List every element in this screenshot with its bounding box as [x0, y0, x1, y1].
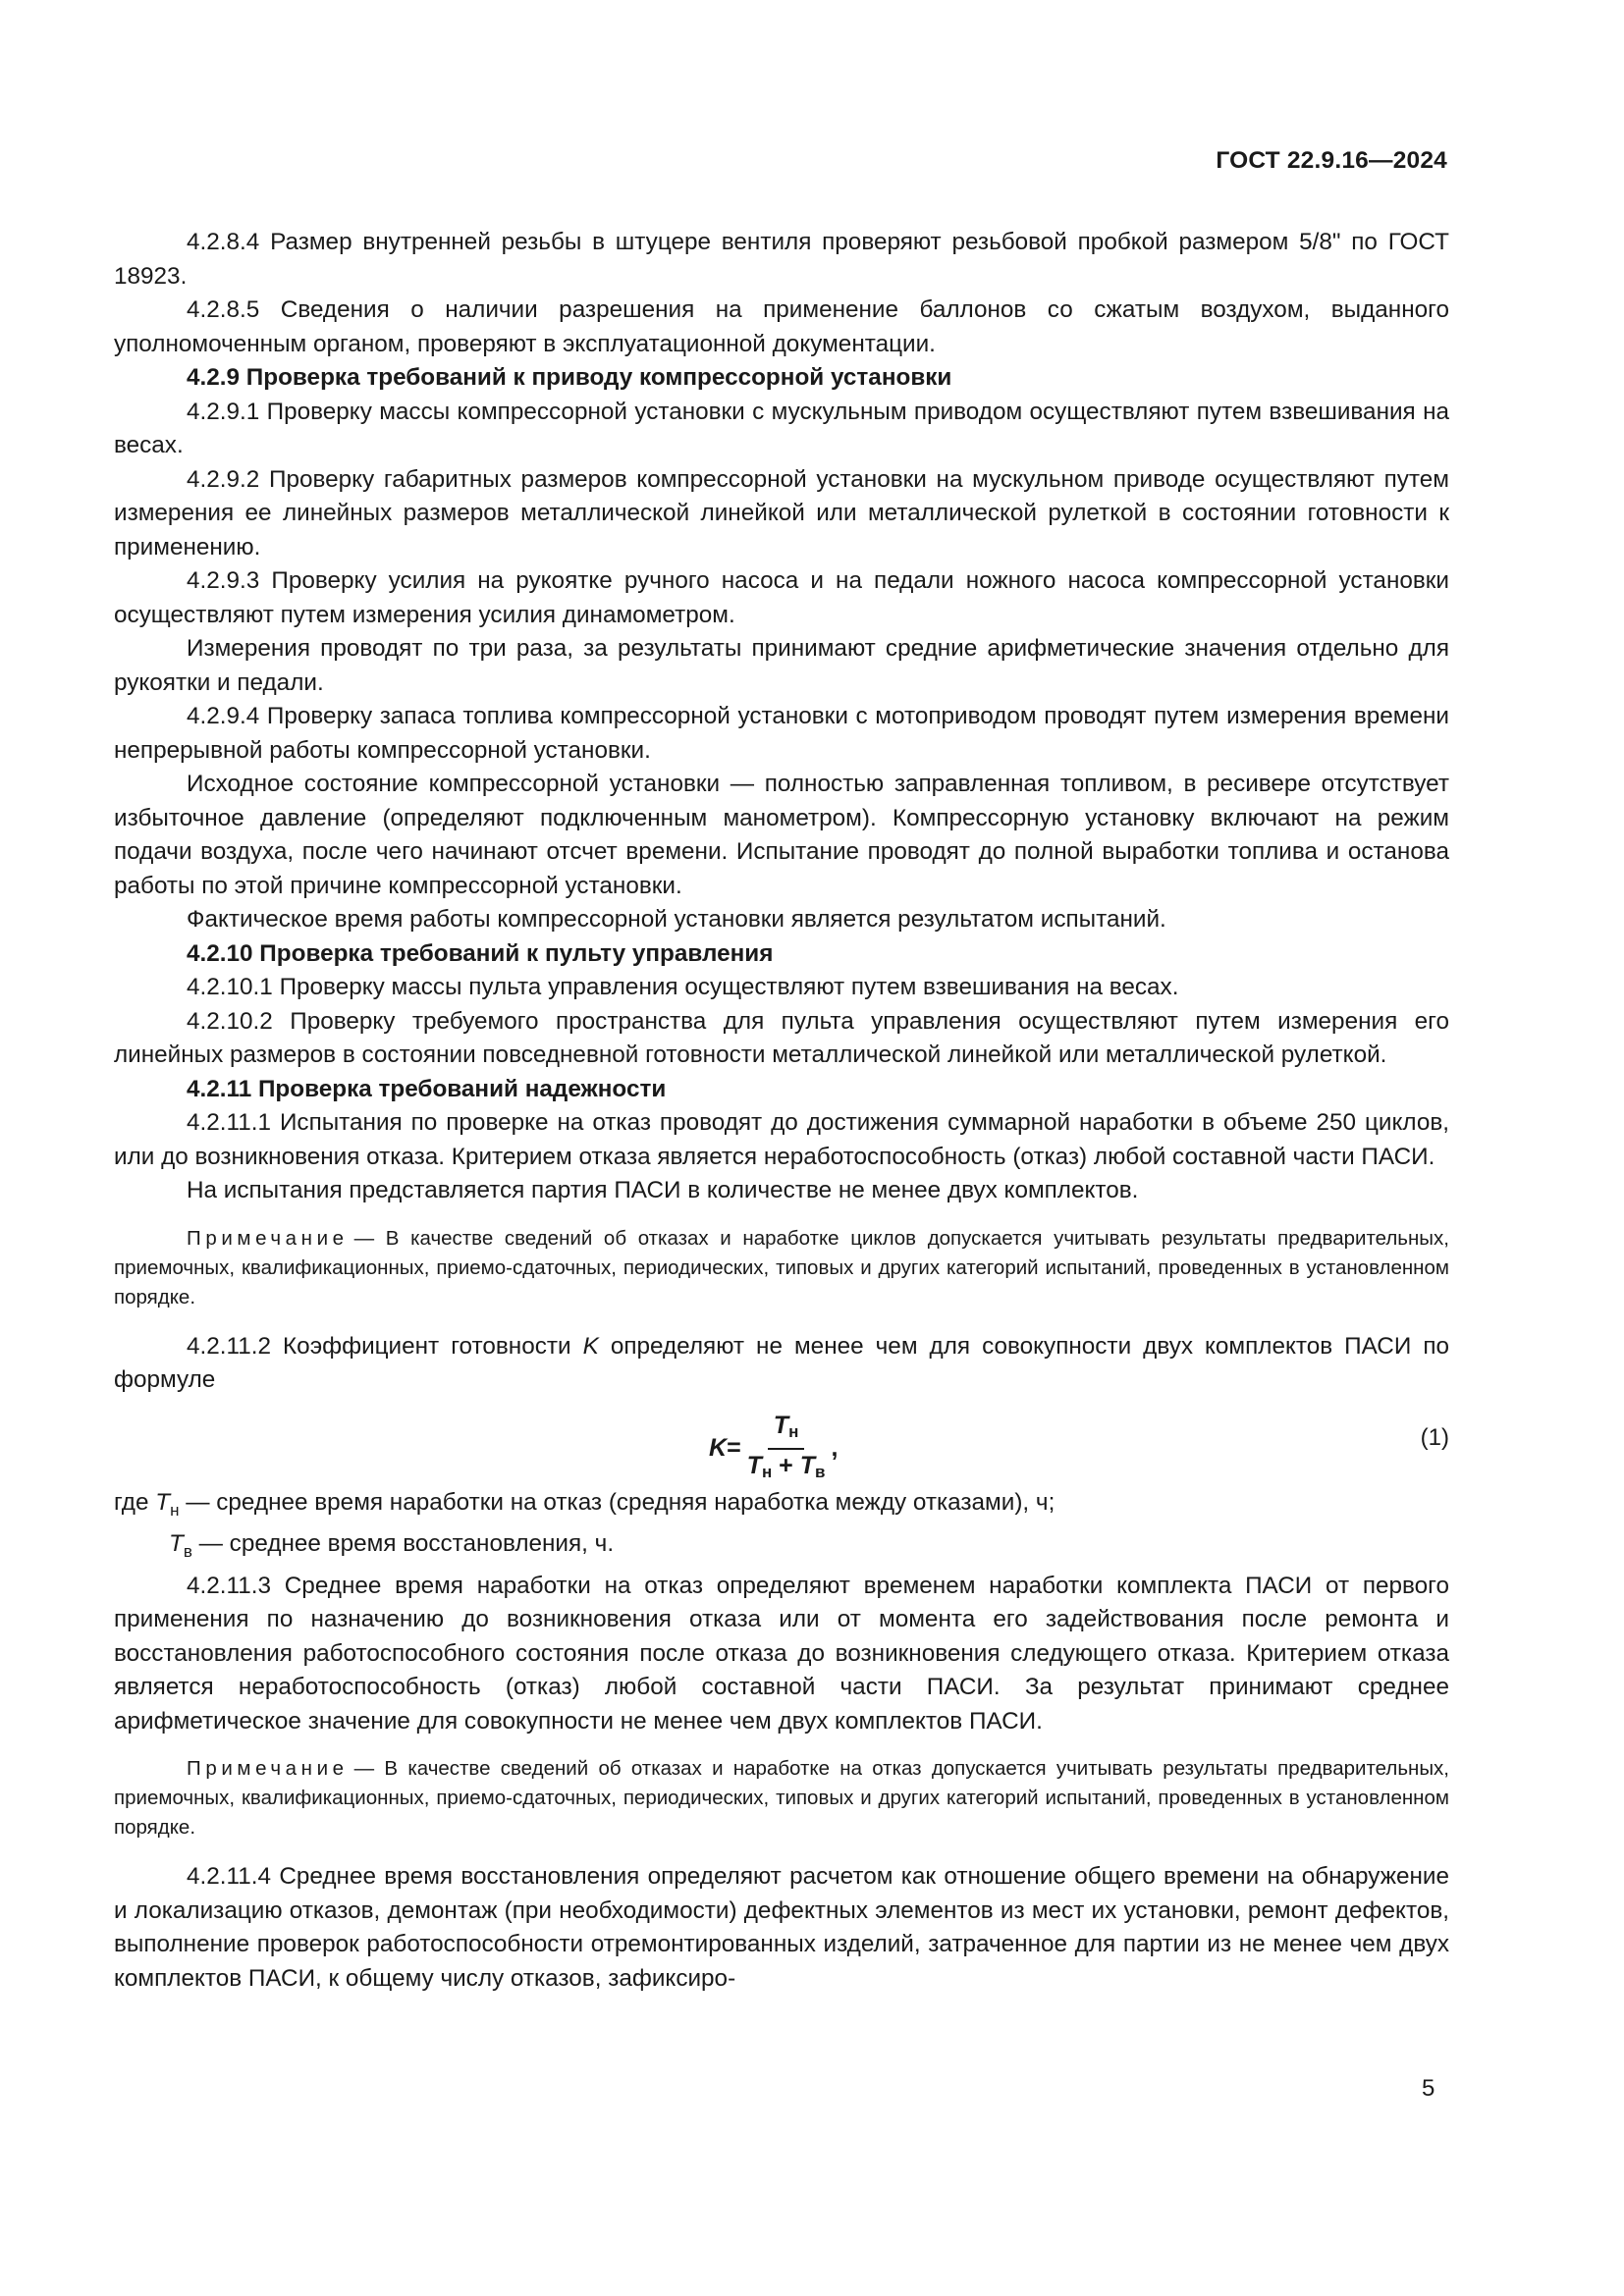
paragraph-4-2-11-2 [114, 1330, 1449, 1398]
paragraph-4-2-11-4: 4.2.11.4 Среднее время восстановления определяют расчетом как отношение общего времени на обнаружение и локализацию отказов, демонтаж (при необходимости) дефектных элементов из мест их установки, ремонт дефектов, выполнение проверок работоспособности отремонтированных изделий, затраченное для партии из не менее чем двух комплектов ПАСИ, к общему числу отказов, зафиксиро- [114, 1863, 1449, 1992]
paragraph-batch: На испытания представляется партия ПАСИ в количестве не менее двух комплектов. [187, 1177, 1139, 1203]
formula-comma: , [831, 1434, 839, 1463]
formula-lhs: K [709, 1434, 728, 1463]
note-2 [114, 1754, 1449, 1842]
symbol-t: T [169, 1530, 184, 1557]
text-span: где [114, 1488, 156, 1516]
paragraph-4-2-11-3: 4.2.11.3 Среднее время наработки на отказ определяют временем наработки комплекта ПАСИ от первого применения по назначению до возникновения отказа или от момента его задействования после ремонта и восстановления работоспособного состояния после отказа до возникновения следующего отказа. Критерием отказа является неработоспособность (отказ) любой составной части ПАСИ. За результат принимают среднее арифметическое значение для совокупности не менее чем двух комплектов ПАСИ. [114, 1572, 1449, 1735]
formula-equals: = [727, 1434, 741, 1463]
paragraph-4-2-9-3: 4.2.9.3 Проверку усилия на рукоятке ручного насоса и на педали ножного насоса компрессорной установки осуществляют путем измерения усилия динамометром. [114, 567, 1449, 628]
paragraph-initial-state: Исходное состояние компрессорной установки — полностью заправленная топливом, в ресивере отсутствует избыточное давление (определяют подключенным манометром). Компрессорную установку включают на режим подачи воздуха, после чего начинают отсчет времени. Испытание проводят до полной выработки топлива и останова работы по этой причине компрессорной установки. [114, 771, 1449, 899]
formula-fraction [743, 1412, 830, 1486]
text-span: 4.2.11.2 Коэффициент готовности [187, 1332, 583, 1360]
note-label: Примечание [187, 1757, 349, 1780]
section-heading-4-2-11: 4.2.11 Проверка требований надежности [187, 1075, 667, 1102]
paragraph-4-2-9-4: 4.2.9.4 Проверку запаса топлива компрессорной установки с мотоприводом проводят путем измерения времени непрерывной работы компрессорной установки. [114, 703, 1449, 764]
where-line-2 [114, 1527, 1449, 1570]
text-span: — среднее время наработки на отказ (средняя наработка между отказами), ч; [179, 1488, 1056, 1516]
subscript: н [761, 1462, 773, 1481]
paragraph-4-2-9-2: 4.2.9.2 Проверку габаритных размеров компрессорной установки на мускульном приводе осуществляют путем измерения ее линейных размеров металлической линейкой или металлической рулеткой в состоянии готовности к применению. [114, 465, 1449, 561]
symbol-t: T [155, 1488, 171, 1516]
paragraph-actual-time: Фактическое время работы компрессорной установки является результатом испытаний. [187, 906, 1166, 933]
note-text: — В качестве сведений об отказах и наработке циклов допускается учитывать результаты предварительных, приемочных, квалификационных, приемо-сдаточных, периодических, типовых и других категорий испытаний, проведенных в установленном порядке. [114, 1226, 1449, 1308]
note-text: — В качестве сведений об отказах и наработке на отказ допускается учитывать результаты предварительных, приемочных, квалификационных, приемо-сдаточных, периодических, типовых и других категорий испытаний, проведенных в установленном порядке. [114, 1757, 1449, 1839]
note-label: Примечание [187, 1226, 349, 1250]
section-heading-4-2-10: 4.2.10 Проверка требований к пульту управления [187, 939, 774, 967]
paragraph-4-2-10-2: 4.2.10.2 Проверку требуемого пространства для пульта управления осуществляют путем измерения его линейных размеров в состоянии повседневной готовности металлической линейкой или металлической рулеткой. [114, 1007, 1449, 1068]
formula-number: (1) [1420, 1423, 1449, 1451]
variable-k: K [582, 1332, 599, 1360]
text-span: — среднее время восстановления, ч. [191, 1530, 615, 1557]
text-span: определяют не менее чем для совокупности двух комплектов ПАСИ по формуле [114, 1332, 1449, 1393]
symbol-t: T [799, 1451, 816, 1479]
subscript: в [183, 1542, 192, 1561]
fraction-denominator [743, 1450, 830, 1486]
paragraph-4-2-8-5: 4.2.8.5 Сведения о наличии разрешения на применение баллонов со сжатым воздухом, выданного уполномоченным органом, проверяют в эксплуатационной документации. [114, 296, 1449, 357]
formula-block [114, 1408, 1449, 1481]
symbol-t: T [746, 1451, 762, 1479]
subscript: н [788, 1421, 799, 1441]
page-number: 5 [1422, 2075, 1435, 2102]
where-line-1 [114, 1486, 1449, 1528]
paragraph-4-2-8-4: 4.2.8.4 Размер внутренней резьбы в штуцере вентиля проверяют резьбовой пробкой размером 5/8" по ГОСТ 18923. [114, 229, 1449, 290]
paragraph-measurements: Измерения проводят по три раза, за результаты принимают средние арифметические значения отдельно для рукоятки и педали. [114, 635, 1449, 696]
subscript: в [815, 1462, 826, 1481]
paragraph-4-2-9-1: 4.2.9.1 Проверку массы компрессорной установки с мускульным приводом осуществляют путем взвешивания на весах. [114, 398, 1449, 458]
standard-header: ГОСТ 22.9.16—2024 [1216, 147, 1447, 174]
plus-sign: + [772, 1451, 800, 1479]
section-heading-4-2-9: 4.2.9 Проверка требований к приводу компрессорной установки [187, 364, 952, 391]
formula-1 [709, 1412, 838, 1486]
fraction-numerator [768, 1412, 805, 1450]
paragraph-4-2-11-1: 4.2.11.1 Испытания по проверке на отказ проводят до достижения суммарной наработки в объеме 250 циклов, или до возникновения отказа. Критерием отказа является неработоспособность (отказ) любой составной части ПАСИ. [114, 1109, 1449, 1170]
symbol-t: T [773, 1411, 789, 1439]
note-1 [114, 1224, 1449, 1312]
document-body [114, 226, 1449, 1996]
subscript: н [170, 1500, 180, 1520]
paragraph-4-2-10-1: 4.2.10.1 Проверку массы пульта управления осуществляют путем взвешивания на весах. [187, 974, 1179, 1000]
